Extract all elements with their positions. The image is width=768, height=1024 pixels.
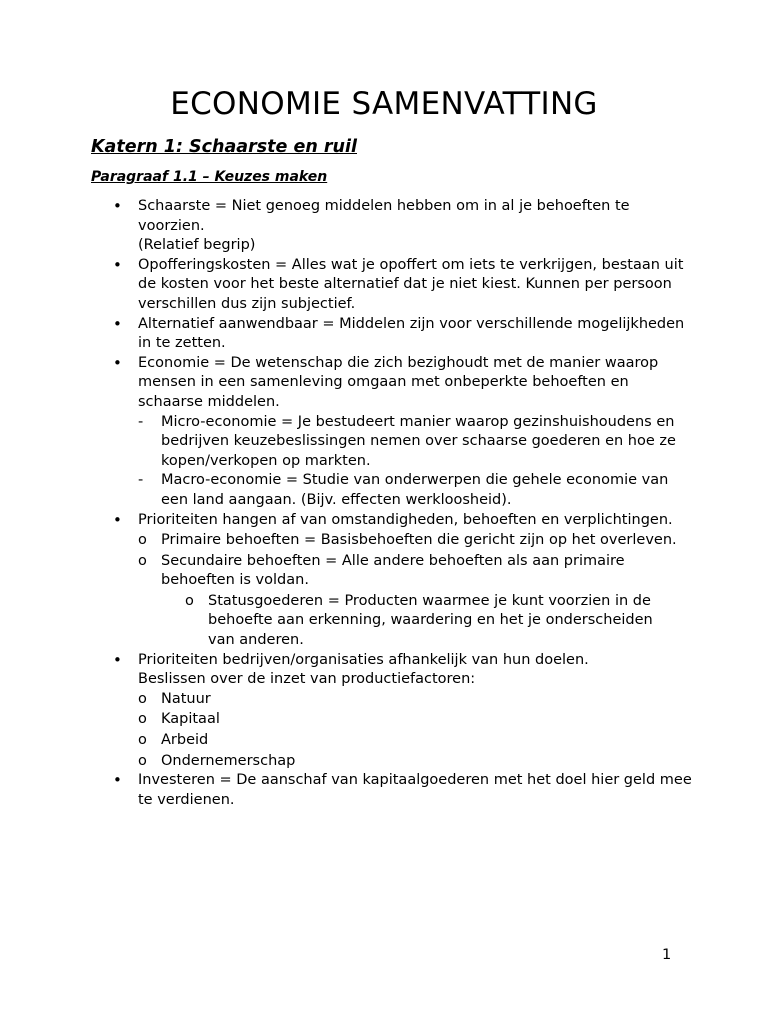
- list-item: [0, 651, 768, 690]
- circle-marker: o: [138, 752, 147, 769]
- document-title: ECONOMIE SAMENVATTING: [170, 86, 598, 122]
- list-item-text: Arbeid: [161, 732, 209, 749]
- bullet-marker: •: [113, 771, 122, 790]
- list-item: [0, 354, 768, 413]
- list-item: [0, 731, 768, 751]
- list-item-text: Prioriteiten hangen af van omstandigheden, behoeften en verplichtingen.: [138, 511, 673, 528]
- bullet-marker: •: [113, 255, 122, 274]
- dash-marker: -: [138, 413, 144, 430]
- list-item-text: Secundaire behoeften = Alle andere behoeften als aan primaire behoeften is voldan.: [161, 552, 625, 589]
- list-item-text: Macro-economie = Studie van onderwerpen die gehele economie van een land aangaan. (Bijv. effecten werkloosheid).: [161, 472, 669, 508]
- circle-marker: o: [138, 711, 147, 728]
- list-item-text: Ondernemerschap: [161, 752, 296, 769]
- list-item: [0, 531, 768, 551]
- list-item-text: Alternatief aanwendbaar = Middelen zijn voor verschillende mogelijkheden in te zetten.: [138, 315, 685, 352]
- list-item-text: Opofferingskosten = Alles wat je opoffert om iets te verkrijgen, bestaan uit de kosten voor het beste alternatief dat je niet kiest. Kunnen per persoon verschillen dus zijn subjectief.: [138, 256, 684, 312]
- list-item: [0, 315, 768, 354]
- bullet-list: [0, 197, 768, 810]
- circle-marker: o: [138, 532, 147, 549]
- list-item-text: Investeren = De aanschaf van kapitaalgoederen met het doel hier geld mee te verdienen.: [138, 772, 692, 808]
- bullet-marker: •: [113, 650, 122, 669]
- circle-marker: o: [138, 552, 147, 569]
- list-item: [0, 511, 768, 531]
- list-item-text: Natuur: [161, 690, 211, 707]
- circle-marker: o: [185, 592, 194, 609]
- chapter-heading: Katern 1: Schaarste en ruil: [91, 137, 357, 157]
- list-item: [0, 471, 768, 510]
- list-item-text: Kapitaal: [161, 711, 220, 728]
- section-heading: Paragraaf 1.1 – Keuzes maken: [91, 169, 328, 185]
- bullet-marker: •: [113, 510, 122, 529]
- list-item-text: Prioriteiten bedrijven/organisaties afhankelijk van hun doelen. Beslissen over de inzet van productiefactoren:: [138, 651, 589, 688]
- list-item: [0, 752, 768, 772]
- circle-marker: o: [138, 690, 147, 707]
- circle-marker: o: [138, 732, 147, 749]
- list-item: [0, 413, 768, 472]
- list-item: [0, 256, 768, 315]
- list-item: [0, 771, 768, 810]
- bullet-marker: •: [113, 314, 122, 333]
- bullet-marker: •: [113, 197, 122, 215]
- list-item-text: Primaire behoeften = Basisbehoeften die gericht zijn op het overleven.: [161, 532, 677, 549]
- list-item: [0, 690, 768, 710]
- page-number: 1: [662, 947, 672, 963]
- bullet-marker: •: [113, 353, 122, 372]
- list-item-text: Economie = De wetenschap die zich bezighoudt met de manier waarop mensen in een samenleving omgaan met onbeperkte behoeften en schaarse middelen.: [138, 354, 659, 410]
- list-item-text: Statusgoederen = Producten waarmee je kunt voorzien in de behoefte aan erkenning, waardering en het je onderscheiden van anderen.: [208, 592, 653, 649]
- list-item-text: Schaarste = Niet genoeg middelen hebben om in al je behoeften te voorzien. (Relatief begrip): [138, 198, 630, 254]
- list-item: [0, 197, 768, 256]
- list-item-text: Micro-economie = Je bestudeert manier waarop gezinshuishoudens en bedrijven keuzebeslissingen nemen over schaarse goederen en hoe ze kopen/verkopen op markten.: [161, 413, 676, 469]
- list-item: [0, 710, 768, 730]
- list-item: [0, 552, 768, 591]
- list-item: [0, 592, 768, 651]
- dash-marker: -: [138, 472, 144, 489]
